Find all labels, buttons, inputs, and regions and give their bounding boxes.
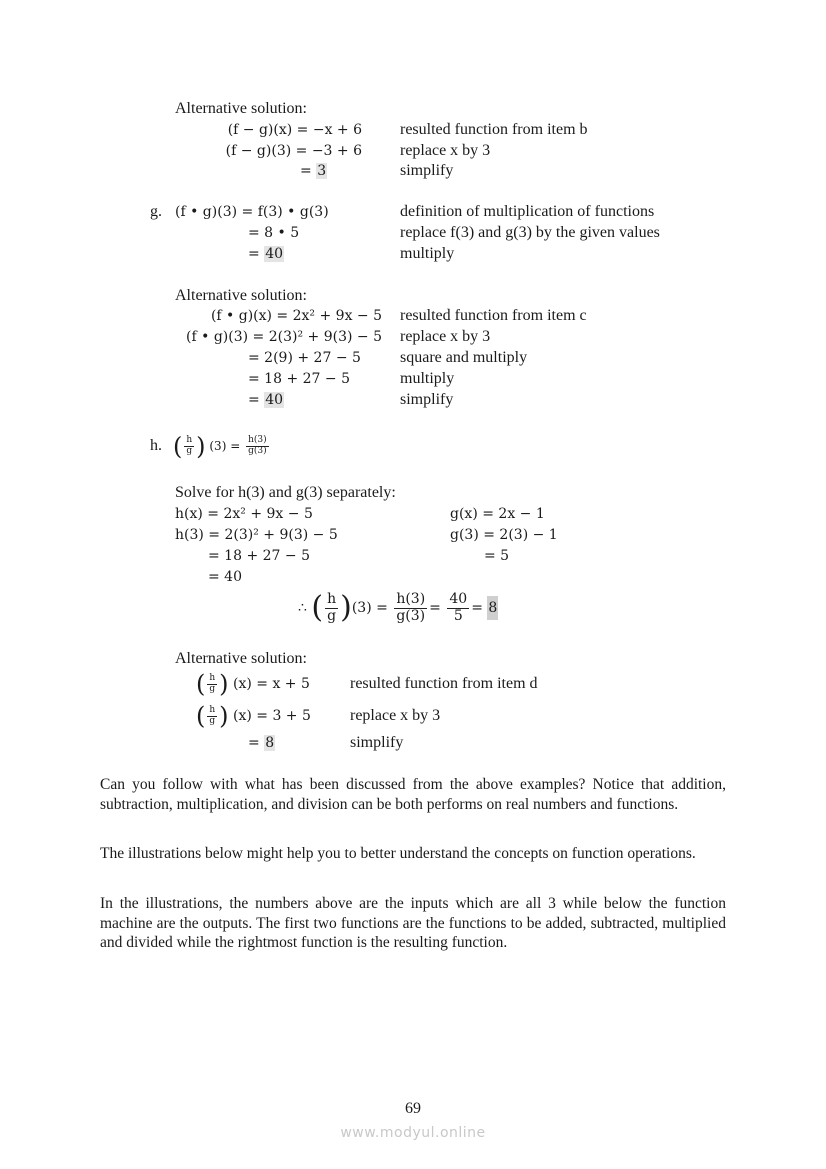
step-expression: = 2(9) + 27 − 5 — [248, 350, 361, 366]
step-description: replace x by 3 — [400, 328, 491, 345]
step-expression: (f • g)(3) = 2(3)² + 9(3) − 5 — [186, 329, 382, 345]
paragraph: Can you follow with what has been discussed from the above examples? Notice that addition, subtraction, multiplication, and division can be both performs on real numbers and functions. — [100, 776, 726, 813]
g-step: g(3) = 2(3) − 1 — [450, 527, 558, 543]
step-expression: (f − g)(x) = −x + 6 — [227, 122, 362, 138]
step-description: multiply — [400, 370, 455, 387]
denominator: g — [327, 607, 337, 624]
denominator: g(3) — [248, 446, 267, 456]
step-expression: ( $\frac{h}{g}$ ) (x) = 3 + 5 — [196, 702, 311, 730]
alt-solution-label: Alternative solution: — [175, 650, 307, 667]
therefore-symbol: ∴ — [298, 600, 307, 616]
step-expression: ( $\frac{h}{g}$ ) (x) = x + 5 — [196, 670, 310, 698]
watermark: www.modyul.online — [340, 1125, 486, 1141]
page-number: 69 — [405, 1100, 421, 1117]
solve-label: Solve for h(3) and g(3) separately: — [175, 484, 396, 501]
argument: (3) = — [351, 600, 388, 616]
numerator: h(3) — [248, 435, 267, 446]
step-expression — [248, 244, 284, 264]
equals: = — [429, 600, 441, 616]
g-step: = 5 — [484, 548, 510, 564]
step-description: replace x by 3 — [400, 142, 491, 159]
step-description: replace f(3) and g(3) by the given values — [400, 224, 660, 241]
numerator: h — [327, 591, 337, 608]
step-description: resulted function from item b — [400, 121, 588, 138]
step-expression — [248, 390, 284, 410]
step-expression: (f • g)(x) = 2x² + 9x − 5 — [210, 308, 382, 324]
numerator: 40 — [449, 591, 468, 608]
h-step: h(x) = 2x² + 9x − 5 — [175, 506, 313, 522]
h-step: = 18 + 27 − 5 — [208, 548, 310, 564]
step-expression: = 18 + 27 − 5 — [248, 371, 350, 387]
answer-highlight: 8 — [265, 735, 275, 751]
answer-highlight: 40 — [265, 246, 284, 262]
alt-solution-label: Alternative solution: — [175, 287, 307, 304]
step-description: resulted function from item d — [350, 675, 538, 692]
denominator: g(3) — [396, 607, 426, 624]
denominator: g — [186, 446, 193, 456]
item-label-h: h. — [150, 437, 162, 454]
h-step: = 40 — [208, 569, 242, 585]
item-label-g: g. — [150, 203, 162, 220]
step-description: resulted function from item c — [400, 307, 587, 324]
step-expression: = 8 • 5 — [248, 225, 300, 241]
step-description: definition of multiplication of functions — [400, 203, 655, 220]
step-expression — [300, 161, 327, 181]
step-description: multiply — [400, 245, 455, 262]
equals: = — [471, 600, 483, 616]
g-step: g(x) = 2x − 1 — [450, 506, 545, 522]
equals: = — [248, 735, 265, 751]
equals: = — [248, 246, 265, 262]
expression: (x) = x + 5 — [233, 676, 310, 692]
step-description: simplify — [350, 734, 404, 751]
paragraph: The illustrations below might help you to better understand the concepts on function operations. — [100, 845, 696, 862]
step-description: replace x by 3 — [350, 707, 441, 724]
numerator: h — [209, 672, 216, 683]
step-expression: (f • g)(3) = f(3) • g(3) — [175, 204, 329, 220]
answer-highlight: 8 — [487, 596, 498, 620]
alt-solution-label: Alternative solution: — [175, 100, 307, 117]
denominator: 5 — [453, 607, 463, 624]
quotient-definition: ( $\frac{h}{g}$ ) (3) = $\frac{h(3)}{g(3)}$ — [173, 432, 267, 461]
step-description: simplify — [400, 391, 454, 408]
answer-highlight: 40 — [265, 392, 284, 408]
numerator: h(3) — [396, 591, 426, 608]
equals: = — [300, 163, 317, 179]
denominator: g — [209, 683, 216, 694]
numerator: h — [209, 704, 216, 715]
denominator: g — [209, 715, 216, 726]
answer-highlight: 3 — [317, 163, 327, 179]
therefore-result: ∴ ( $\frac{h}{g}$ )(3) = $\frac{h(3)}{g(3)}$ = $\frac{40}{5}$ = 8 — [298, 590, 498, 625]
numerator: h — [186, 435, 193, 446]
paragraph: In the illustrations, the numbers above are the inputs which are all 3 while below the function machine are the outputs. The first two functions are the functions to be added, subtracted, multiplied and divided while the rightmost function is the resulting function. — [100, 895, 726, 951]
h-step: h(3) = 2(3)² + 9(3) − 5 — [175, 527, 338, 543]
step-description: square and multiply — [400, 349, 528, 366]
step-expression: (f − g)(3) = −3 + 6 — [225, 143, 362, 159]
step-expression — [248, 733, 275, 753]
argument: (3) = — [209, 439, 241, 453]
expression: (x) = 3 + 5 — [233, 708, 311, 724]
equals: = — [248, 392, 265, 408]
step-description: simplify — [400, 162, 454, 179]
